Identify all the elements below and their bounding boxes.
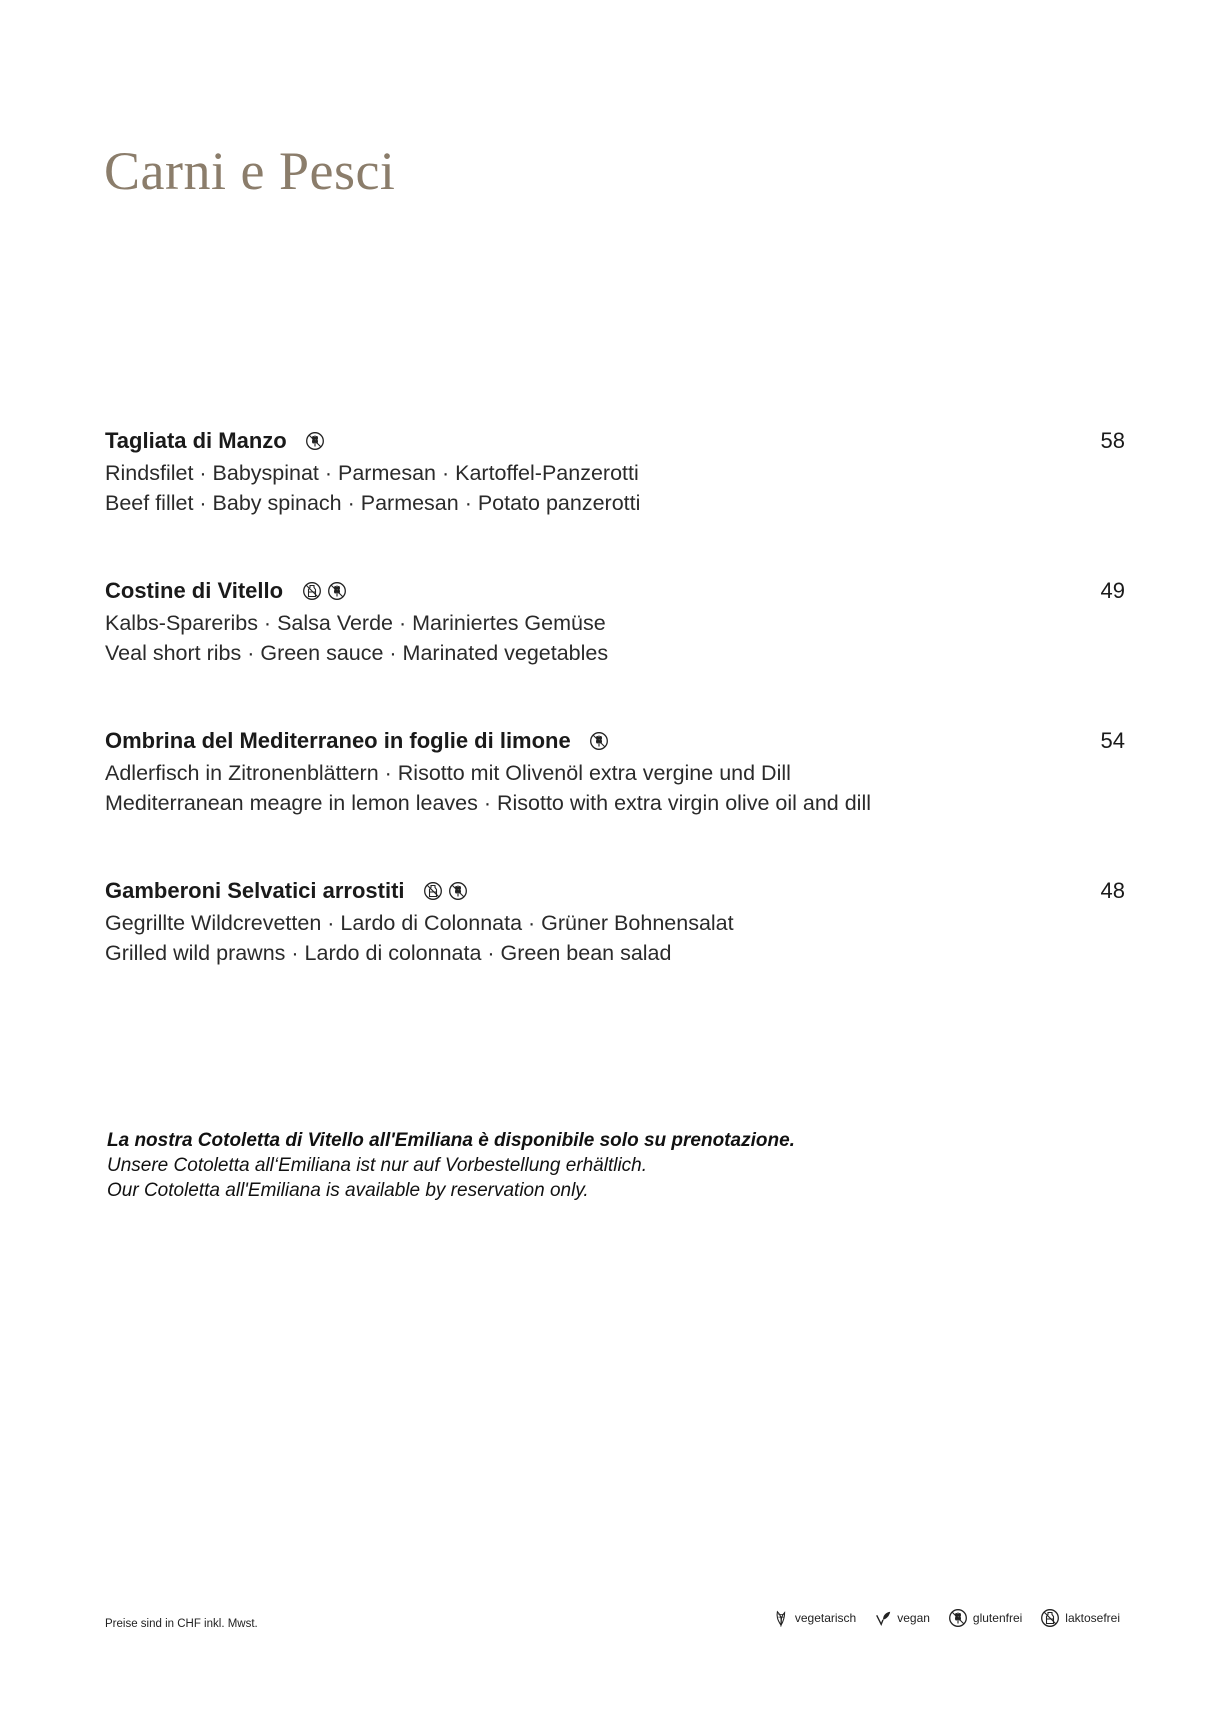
- prices-note: Preise sind in CHF inkl. Mwst.: [105, 1618, 258, 1630]
- note-english: Our Cotoletta all'Emiliana is available by reservation only.: [107, 1180, 589, 1201]
- note-german: Unsere Cotoletta all‘Emiliana ist nur auf Vorbestellung erhältlich.: [107, 1155, 648, 1176]
- dish-name: Costine di Vitello: [105, 578, 284, 603]
- dish-price: 54: [1100, 728, 1125, 753]
- dietary-legend: [754, 1608, 1120, 1628]
- dish-description-en: Veal short ribs · Green sauce · Marinated vegetables: [105, 641, 609, 665]
- gluten-free-icon: [948, 1608, 968, 1628]
- legend-item-gluten-free: [948, 1608, 1022, 1628]
- dish-name: Ombrina del Mediterraneo in foglie di limone: [105, 728, 571, 753]
- legend-label: glutenfrei: [972, 1611, 1023, 1625]
- dish-description-en: Beef fillet · Baby spinach · Parmesan · Potato panzerotti: [105, 491, 641, 515]
- menu-item: [105, 578, 1125, 668]
- legend-item-vegetarian: [772, 1608, 856, 1628]
- dish-description-en: Mediterranean meagre in lemon leaves · Risotto with extra virgin olive oil and dill: [105, 791, 872, 815]
- page-title: Carni e Pesci: [104, 141, 396, 201]
- lactose-free-icon: [1040, 1608, 1060, 1628]
- dish-description-de: Kalbs-Spareribs · Salsa Verde · Mariniertes Gemüse: [105, 611, 606, 635]
- dish-description-de: Rindsfilet · Babyspinat · Parmesan · Kartoffel-Panzerotti: [105, 461, 639, 485]
- legend-label: laktosefrei: [1065, 1611, 1120, 1625]
- lactose-free-icon: [423, 881, 443, 901]
- menu-item: [105, 878, 1125, 968]
- legend-item-vegan: [874, 1608, 930, 1628]
- dish-description-de: Gegrillte Wildcrevetten · Lardo di Colonnata · Grüner Bohnensalat: [105, 911, 734, 935]
- reservation-note: [107, 1128, 795, 1203]
- legend-item-lactose-free: [1040, 1608, 1120, 1628]
- menu-item: [105, 728, 1125, 818]
- vegetarian-icon: [772, 1608, 790, 1628]
- lactose-free-icon: [302, 581, 322, 601]
- dish-price: 58: [1100, 428, 1125, 453]
- vegan-icon: [874, 1608, 892, 1628]
- dish-name: Gamberoni Selvatici arrostiti: [105, 878, 405, 903]
- gluten-free-icon: [305, 431, 325, 451]
- dish-description-de: Adlerfisch in Zitronenblättern · Risotto mit Olivenöl extra vergine und Dill: [105, 761, 791, 785]
- dish-price: 49: [1100, 578, 1125, 603]
- gluten-free-icon: [327, 581, 347, 601]
- menu-item: [105, 428, 1125, 518]
- gluten-free-icon: [589, 731, 609, 751]
- legend-label: vegetarisch: [794, 1611, 857, 1625]
- dish-description-en: Grilled wild prawns · Lardo di colonnata · Green bean salad: [105, 941, 672, 965]
- dish-price: 48: [1100, 878, 1125, 903]
- legend-label: vegan: [897, 1611, 930, 1625]
- gluten-free-icon: [448, 881, 468, 901]
- dish-name: Tagliata di Manzo: [105, 428, 287, 453]
- note-italian: La nostra Cotoletta di Vitello all'Emiliana è disponibile solo su prenotazione.: [107, 1130, 795, 1151]
